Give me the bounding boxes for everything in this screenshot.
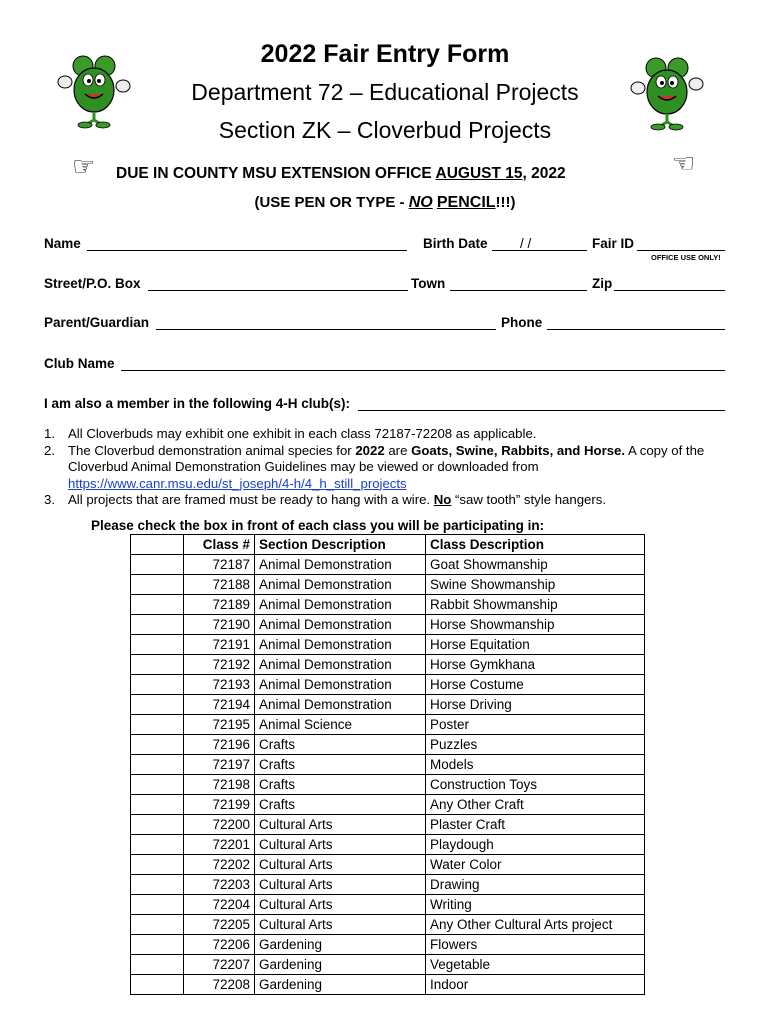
note-3-text-b: “saw tooth” style hangers. — [451, 492, 607, 507]
birth-date-field[interactable] — [492, 250, 587, 251]
note-3-no: No — [433, 492, 452, 507]
class-checkbox[interactable] — [131, 855, 184, 875]
table-row — [131, 755, 645, 775]
class-checkbox[interactable] — [131, 735, 184, 755]
class-description: Models — [426, 755, 645, 775]
other-clubs-field[interactable] — [358, 410, 725, 411]
section-description: Cultural Arts — [255, 875, 426, 895]
note-2-text: The Cloverbud demonstration animal species for — [68, 442, 356, 458]
class-checkbox[interactable] — [131, 555, 184, 575]
table-row — [131, 775, 645, 795]
section-description: Gardening — [255, 955, 426, 975]
class-description: Horse Driving — [426, 695, 645, 715]
table-row — [131, 815, 645, 835]
section-description: Crafts — [255, 795, 426, 815]
section-description-header: Section Description — [255, 535, 426, 555]
pen-notice — [0, 194, 770, 212]
table-row — [131, 635, 645, 655]
class-number: 72190 — [184, 615, 255, 635]
class-number: 72197 — [184, 755, 255, 775]
class-number: 72202 — [184, 855, 255, 875]
class-number: 72193 — [184, 675, 255, 695]
note-2: 2. The Cloverbud demonstration animal species for 2022 are Goats, Swine, Rabbits, and Horse. A copy of the Cloverbud Animal Demonstration Guidelines may be viewed or downloaded from https://www.canr.msu.edu/st_joseph/4-h/4_h_still_projects — [44, 442, 705, 491]
table-row — [131, 915, 645, 935]
section-description: Crafts — [255, 755, 426, 775]
note-1-text: All Cloverbuds may exhibit one exhibit in each class 72187-72208 as applicable. — [68, 426, 537, 441]
class-number: 72192 — [184, 655, 255, 675]
class-number: 72205 — [184, 915, 255, 935]
class-checkbox[interactable] — [131, 675, 184, 695]
class-description: Any Other Cultural Arts project — [426, 915, 645, 935]
class-checkbox[interactable] — [131, 775, 184, 795]
section-description: Animal Science — [255, 715, 426, 735]
note-1: 1. All Cloverbuds may exhibit one exhibit in each class 72187-72208 as applicable. — [44, 426, 537, 441]
class-description: Rabbit Showmanship — [426, 595, 645, 615]
office-use-note: OFFICE USE ONLY! — [651, 253, 721, 262]
class-checkbox[interactable] — [131, 915, 184, 935]
class-checkbox[interactable] — [131, 755, 184, 775]
section-description: Cultural Arts — [255, 815, 426, 835]
parent-guardian-field[interactable] — [156, 329, 496, 330]
class-checkbox[interactable] — [131, 635, 184, 655]
class-checkbox[interactable] — [131, 695, 184, 715]
birth-date-separators: / / — [520, 236, 532, 251]
class-number: 72194 — [184, 695, 255, 715]
class-description: Puzzles — [426, 735, 645, 755]
class-number: 72207 — [184, 955, 255, 975]
pen-notice-pencil: PENCIL — [436, 194, 496, 211]
class-number: 72196 — [184, 735, 255, 755]
class-number: 72187 — [184, 555, 255, 575]
class-checkbox[interactable] — [131, 875, 184, 895]
class-description: Goat Showmanship — [426, 555, 645, 575]
table-row — [131, 975, 645, 995]
class-description: Horse Gymkhana — [426, 655, 645, 675]
town-field[interactable] — [450, 290, 587, 291]
class-number: 72203 — [184, 875, 255, 895]
pen-notice-end: !!!) — [495, 194, 516, 211]
zip-label: Zip — [592, 276, 613, 291]
section-heading: Section ZK – Cloverbud Projects — [218, 117, 552, 143]
club-name-field[interactable] — [121, 370, 725, 371]
class-number: 72199 — [184, 795, 255, 815]
table-row — [131, 715, 645, 735]
table-instruction: Please check the box in front of each class you will be participating in: — [91, 518, 545, 533]
table-row — [131, 735, 645, 755]
street-label: Street/P.O. Box — [44, 276, 141, 291]
other-clubs-label: I am also a member in the following 4-H club(s): — [44, 396, 351, 411]
guidelines-link[interactable]: https://www.canr.msu.edu/st_joseph/4-h/4_h_still_projects — [68, 475, 407, 491]
table-row — [131, 795, 645, 815]
class-description: Vegetable — [426, 955, 645, 975]
class-checkbox[interactable] — [131, 715, 184, 735]
due-notice-text: DUE IN COUNTY MSU EXTENSION OFFICE — [116, 165, 436, 182]
section-description: Cultural Arts — [255, 895, 426, 915]
class-checkbox[interactable] — [131, 655, 184, 675]
table-row — [131, 615, 645, 635]
class-description: Indoor — [426, 975, 645, 995]
class-description: Horse Showmanship — [426, 615, 645, 635]
pen-notice-text: (USE PEN OR TYPE - — [254, 194, 409, 211]
class-checkbox[interactable] — [131, 955, 184, 975]
class-number: 72200 — [184, 815, 255, 835]
department-heading: Department 72 – Educational Projects — [191, 79, 579, 105]
class-number: 72188 — [184, 575, 255, 595]
due-notice — [116, 165, 566, 183]
table-row — [131, 575, 645, 595]
table-row — [131, 935, 645, 955]
class-checkbox[interactable] — [131, 975, 184, 995]
class-number: 72204 — [184, 895, 255, 915]
due-date: AUGUST 15 — [435, 165, 523, 182]
section-description: Gardening — [255, 935, 426, 955]
form-title: 2022 Fair Entry Form — [260, 40, 510, 68]
section-description: Crafts — [255, 735, 426, 755]
due-year: , 2022 — [522, 165, 566, 182]
table-row — [131, 595, 645, 615]
class-checkbox[interactable] — [131, 795, 184, 815]
class-description: Flowers — [426, 935, 645, 955]
class-description: Poster — [426, 715, 645, 735]
table-row — [131, 955, 645, 975]
section-description: Animal Demonstration — [255, 555, 426, 575]
section-description: Cultural Arts — [255, 915, 426, 935]
phone-field[interactable] — [547, 329, 725, 330]
parent-guardian-label: Parent/Guardian — [44, 315, 150, 330]
note-3: 3. All projects that are framed must be ready to hang with a wire. No “saw tooth” style hangers. — [44, 492, 607, 507]
class-checkbox[interactable] — [131, 615, 184, 635]
birth-date-label: Birth Date — [423, 236, 488, 251]
section-description: Animal Demonstration — [255, 675, 426, 695]
class-description: Any Other Craft — [426, 795, 645, 815]
class-checkbox[interactable] — [131, 815, 184, 835]
class-number: 72189 — [184, 595, 255, 615]
table-row — [131, 895, 645, 915]
class-number: 72206 — [184, 935, 255, 955]
note-2-year: 2022 — [355, 442, 385, 458]
class-number: 72191 — [184, 635, 255, 655]
class-number-header: Class # — [184, 535, 255, 555]
class-number: 72201 — [184, 835, 255, 855]
class-description: Water Color — [426, 855, 645, 875]
class-number: 72198 — [184, 775, 255, 795]
fair-id-label: Fair ID — [592, 236, 635, 251]
table-row — [131, 835, 645, 855]
class-checkbox[interactable] — [131, 935, 184, 955]
table-header-row — [131, 535, 645, 555]
table-row — [131, 555, 645, 575]
fair-id-field[interactable] — [637, 250, 725, 251]
table-row — [131, 855, 645, 875]
note-3-text: All projects that are framed must be ready to hang with a wire. — [68, 492, 434, 507]
section-description: Animal Demonstration — [255, 575, 426, 595]
pen-notice-no: NO — [408, 194, 433, 211]
class-description: Drawing — [426, 875, 645, 895]
section-description: Animal Demonstration — [255, 695, 426, 715]
table-row — [131, 675, 645, 695]
name-label: Name — [44, 236, 81, 251]
section-description: Cultural Arts — [255, 835, 426, 855]
class-checkbox[interactable] — [131, 575, 184, 595]
class-number: 72208 — [184, 975, 255, 995]
class-description: Plaster Craft — [426, 815, 645, 835]
class-table — [130, 534, 645, 995]
class-description: Swine Showmanship — [426, 575, 645, 595]
section-description: Crafts — [255, 775, 426, 795]
class-checkbox[interactable] — [131, 835, 184, 855]
class-checkbox[interactable] — [131, 595, 184, 615]
class-description-header: Class Description — [426, 535, 645, 555]
section-description: Animal Demonstration — [255, 615, 426, 635]
class-description: Construction Toys — [426, 775, 645, 795]
class-description: Writing — [426, 895, 645, 915]
note-2-text-b: are — [384, 442, 412, 458]
class-description: Horse Costume — [426, 675, 645, 695]
pointing-hand-right-icon: ☞ — [72, 151, 96, 181]
note-2-species: Goats, Swine, Rabbits, and Horse. — [411, 442, 626, 458]
notes-list — [44, 426, 734, 509]
class-description: Playdough — [426, 835, 645, 855]
section-description: Animal Demonstration — [255, 595, 426, 615]
town-label: Town — [411, 276, 446, 291]
pointing-hand-left-icon: ☜ — [672, 148, 696, 178]
checkbox-column-header — [131, 535, 184, 555]
section-description: Animal Demonstration — [255, 655, 426, 675]
note-2-text-c: A copy of the Cloverbud Animal Demonstration Guidelines may be viewed or downloaded from — [68, 442, 705, 474]
section-description: Gardening — [255, 975, 426, 995]
class-checkbox[interactable] — [131, 895, 184, 915]
section-description: Animal Demonstration — [255, 635, 426, 655]
name-field[interactable] — [87, 250, 407, 251]
class-number: 72195 — [184, 715, 255, 735]
zip-field[interactable] — [614, 290, 725, 291]
section-description: Cultural Arts — [255, 855, 426, 875]
club-name-label: Club Name — [44, 356, 115, 371]
table-row — [131, 695, 645, 715]
class-description: Horse Equitation — [426, 635, 645, 655]
phone-label: Phone — [501, 315, 543, 330]
street-field[interactable] — [148, 290, 408, 291]
table-row — [131, 655, 645, 675]
table-row — [131, 875, 645, 895]
